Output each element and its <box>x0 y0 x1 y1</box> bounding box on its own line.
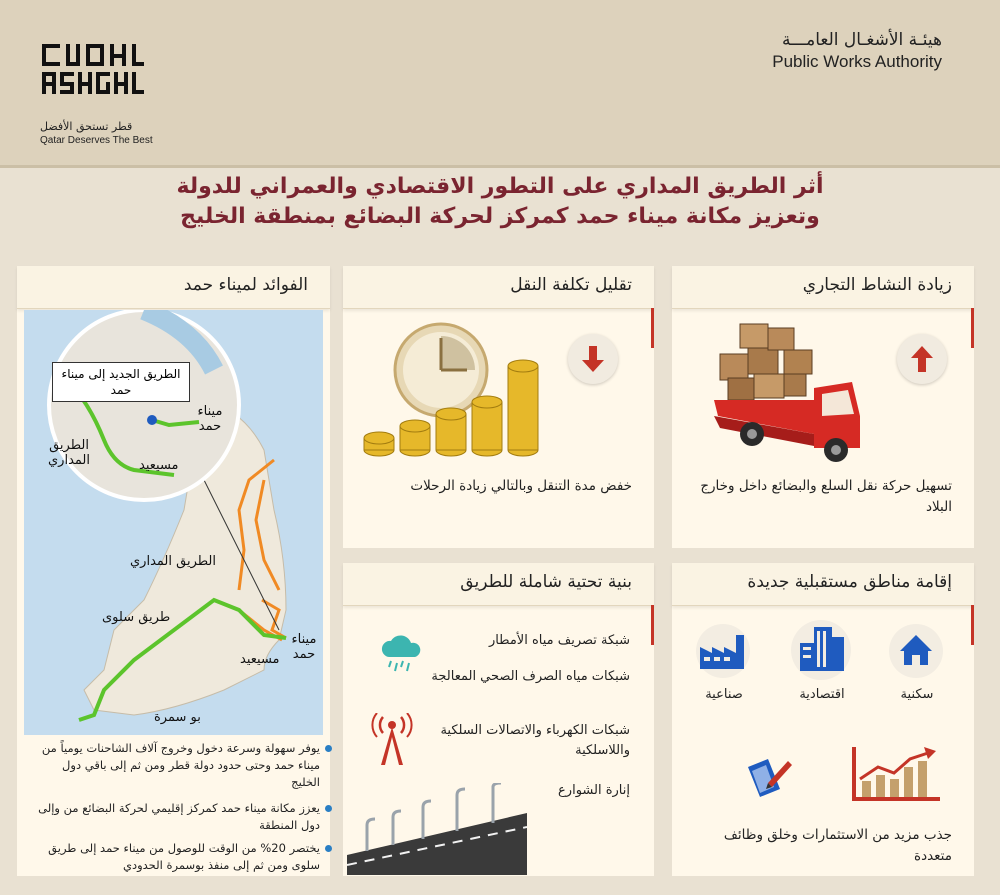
organization-name <box>772 30 942 72</box>
down-arrow-icon <box>568 334 618 384</box>
map-label-mesaieed-zoom: مسيعيد <box>139 458 179 473</box>
trade-description: تسهيل حركة نقل السلع والبضائع داخل وخارج البلاد <box>700 478 952 515</box>
infra-item-sewage: شبكات مياه الصرف الصحي المعالجة <box>431 669 630 684</box>
bullet-dot-icon <box>325 845 332 852</box>
hamad-port-benefits-panel <box>17 266 330 876</box>
map-label-orbital-zoom: الطريق المداري <box>48 438 90 468</box>
cost-description: خفض مدة التنقل وبالتالي زيادة الرحلات <box>410 478 632 494</box>
organization-name-english: Public Works Authority <box>772 52 942 71</box>
tagline-arabic: قطر تستحق الأفضل <box>40 120 133 133</box>
bullet-dot-icon <box>325 745 332 752</box>
industrial-label: صناعية <box>705 687 743 702</box>
cost-accent-bar <box>651 308 654 348</box>
truck-icon <box>710 316 870 476</box>
benefit-text-1: يوفر سهولة وسرعة دخول وخروج آلاف الشاحنات يومياً من ميناء حمد وحتى حدود دولة قطر ومن ثم إلى باقي دول الخليج <box>41 741 320 789</box>
map-label-mesaieed: مسيعيد <box>240 652 280 667</box>
trade-panel-header <box>672 266 974 309</box>
up-arrow-icon <box>897 334 947 384</box>
infrastructure-accent-bar <box>651 605 654 645</box>
tagline-english: Qatar Deserves The Best <box>40 135 153 146</box>
benefit-text-2: يعزز مكانة ميناء حمد كمركز إقليمي لحركة البضائع من وإلى دول المنطقة <box>38 801 320 832</box>
map-label-hamad-port: ميناء حمد <box>291 632 317 662</box>
map-label-abu-samra: بو سمرة <box>154 710 201 725</box>
infrastructure-panel-header <box>343 563 654 606</box>
factory-icon <box>692 623 754 679</box>
qatar-map <box>24 310 323 735</box>
zones-heading: إقامة مناطق مستقبلية جديدة <box>747 572 952 592</box>
infra-item-rain-drainage: شبكة تصريف مياه الأمطار <box>488 633 630 648</box>
organization-name-arabic: هيئـة الأشغـال العامـــة <box>782 30 942 50</box>
bullet-dot-icon <box>325 805 332 812</box>
benefit-text-3: يختصر 20% من الوقت للوصول من ميناء حمد إلى طريق سلوى ومن ثم إلى منفذ بوسمرة الحدودي <box>48 841 320 872</box>
cost-panel-header <box>343 266 654 309</box>
trade-heading: زيادة النشاط التجاري <box>802 275 952 295</box>
benefit-bullet-1 <box>35 740 320 791</box>
zones-accent-bar <box>971 605 974 645</box>
ashghal-logo <box>40 40 160 146</box>
trade-accent-bar <box>971 308 974 348</box>
coins-clock-icon <box>363 320 553 470</box>
signal-tower-icon <box>369 713 415 767</box>
home-icon <box>888 623 944 679</box>
infra-item-electricity-telecom: شبكات الكهرباء والاتصالات السلكية واللاسلكية <box>440 723 630 758</box>
header <box>0 0 1000 168</box>
infrastructure-panel <box>343 563 654 876</box>
trade-panel <box>672 266 974 548</box>
title-line-2: وتعزيز مكانة ميناء حمد كمركز لحركة البضائع بمنطقة الخليج <box>180 204 820 229</box>
economic-label: اقتصادية <box>799 687 845 702</box>
office-buildings-icon <box>790 619 852 681</box>
new-road-callout: الطريق الجديد إلى ميناء حمد <box>52 362 190 402</box>
zones-panel <box>672 563 974 876</box>
map-label-salwa-road: طريق سلوى <box>102 610 171 625</box>
benefit-bullet-3 <box>35 840 320 874</box>
infra-item-street-lighting: إنارة الشوارع <box>558 783 630 798</box>
street-lights-road-illustration <box>347 783 527 875</box>
growth-chart-icon <box>850 745 942 803</box>
zones-panel-header <box>672 563 974 606</box>
map-heading: الفوائد لميناء حمد <box>183 275 308 295</box>
map-panel-header <box>17 266 330 309</box>
residential-label: سكنية <box>900 687 934 702</box>
zones-description: جذب مزيد من الاستثمارات وخلق وظائف متعددة <box>723 827 952 864</box>
pen-document-icon <box>742 753 794 801</box>
map-label-orbital-road: الطريق المداري <box>130 554 216 569</box>
title-line-1: أثر الطريق المداري على التطور الاقتصادي والعمراني للدولة <box>176 174 824 199</box>
page-title <box>0 172 1000 232</box>
infrastructure-heading: بنية تحتية شاملة للطريق <box>460 572 632 592</box>
cost-heading: تقليل تكلفة النقل <box>510 275 632 295</box>
ashghal-logo-icon <box>40 40 145 98</box>
benefit-bullet-2 <box>35 800 320 834</box>
cost-panel <box>343 266 654 548</box>
rain-cloud-icon <box>379 633 423 677</box>
map-label-port-zoom: ميناء حمد <box>197 404 223 434</box>
